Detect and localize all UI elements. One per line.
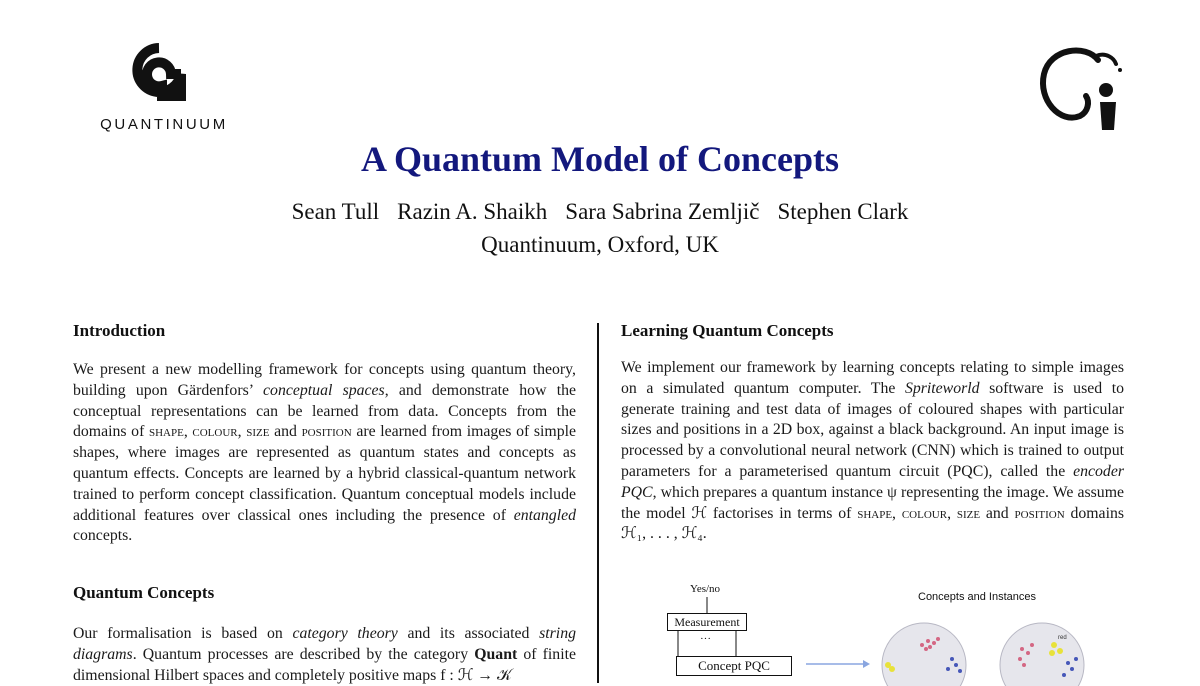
section-heading-introduction: Introduction	[73, 321, 166, 340]
figure-caption: Concepts and Instances	[918, 591, 1037, 603]
column-divider	[597, 323, 599, 683]
cambridge-quantum-logo	[1036, 42, 1126, 138]
paper-title: A Quantum Model of Concepts	[360, 139, 840, 179]
author-list	[0, 199, 1200, 225]
quantinuum-logo-icon	[132, 44, 186, 98]
author-name: Sara Sabrina Zemljič	[565, 199, 760, 224]
quantum-concepts-paragraph: Our formalisation is based on category theory and its associated string diagrams. Quantum processes are described by the category Quant of finite dimensional Hilbert spaces and completely positive maps f : ℋ → 𝒦	[73, 625, 576, 684]
author-name: Razin A. Shaikh	[397, 199, 548, 224]
yes-no-label: Yes/no	[690, 583, 721, 595]
ellipsis-label: ···	[700, 633, 711, 645]
section-heading-quantum-concepts: Quantum Concepts	[73, 583, 215, 602]
cq-logo-icon	[1036, 42, 1126, 134]
introduction-paragraph: We present a new modelling framework for concepts using quantum theory, building upon Gärdenfors’ conceptual spaces, and demonstrate how the conceptual representations can be learned from data. Concepts from the domains of shape, colour, size and position are learned from images of simple shapes, where images are represented as quantum states and concepts as quantum effects. Concepts are learned by a hybrid classical-quantum network trained to perform concept classification. Quantum conceptual models include additional features over classical ones including the presence of entangled concepts.	[73, 361, 577, 545]
section-heading-learning-quantum-concepts: Learning Quantum Concepts	[621, 321, 834, 340]
learning-paragraph: We implement our framework by learning concepts relating to simple images on a simulated quantum computer. The Spriteworld software is used to generate training and test data of images of coloured shapes with particular sizes and positions in a 2D box, against a black background. An input image is processed by a convolutional neural network (CNN) which is trained to output parameters for a parameterised quantum circuit (PQC), called the encoder PQC, which prepares a quantum instance ψ representing the image. We assume the model ℋ factorises in terms of shape, colour, size and position domains ℋ₁, . . . , ℋ₄.	[621, 359, 1125, 543]
quantinuum-wordmark: QUANTINUUM	[100, 116, 228, 133]
quantinuum-logo	[88, 44, 240, 136]
concept-pqc-box: Concept PQC	[676, 656, 792, 676]
bloch-spheres	[882, 619, 1112, 679]
affiliation: Quantinuum, Oxford, UK	[481, 232, 719, 257]
circuit-figure	[620, 575, 1140, 675]
author-name: Sean Tull	[291, 199, 380, 224]
author-name: Stephen Clark	[777, 199, 909, 224]
measurement-box: Measurement	[667, 613, 747, 631]
red-label: red	[1058, 635, 1067, 641]
